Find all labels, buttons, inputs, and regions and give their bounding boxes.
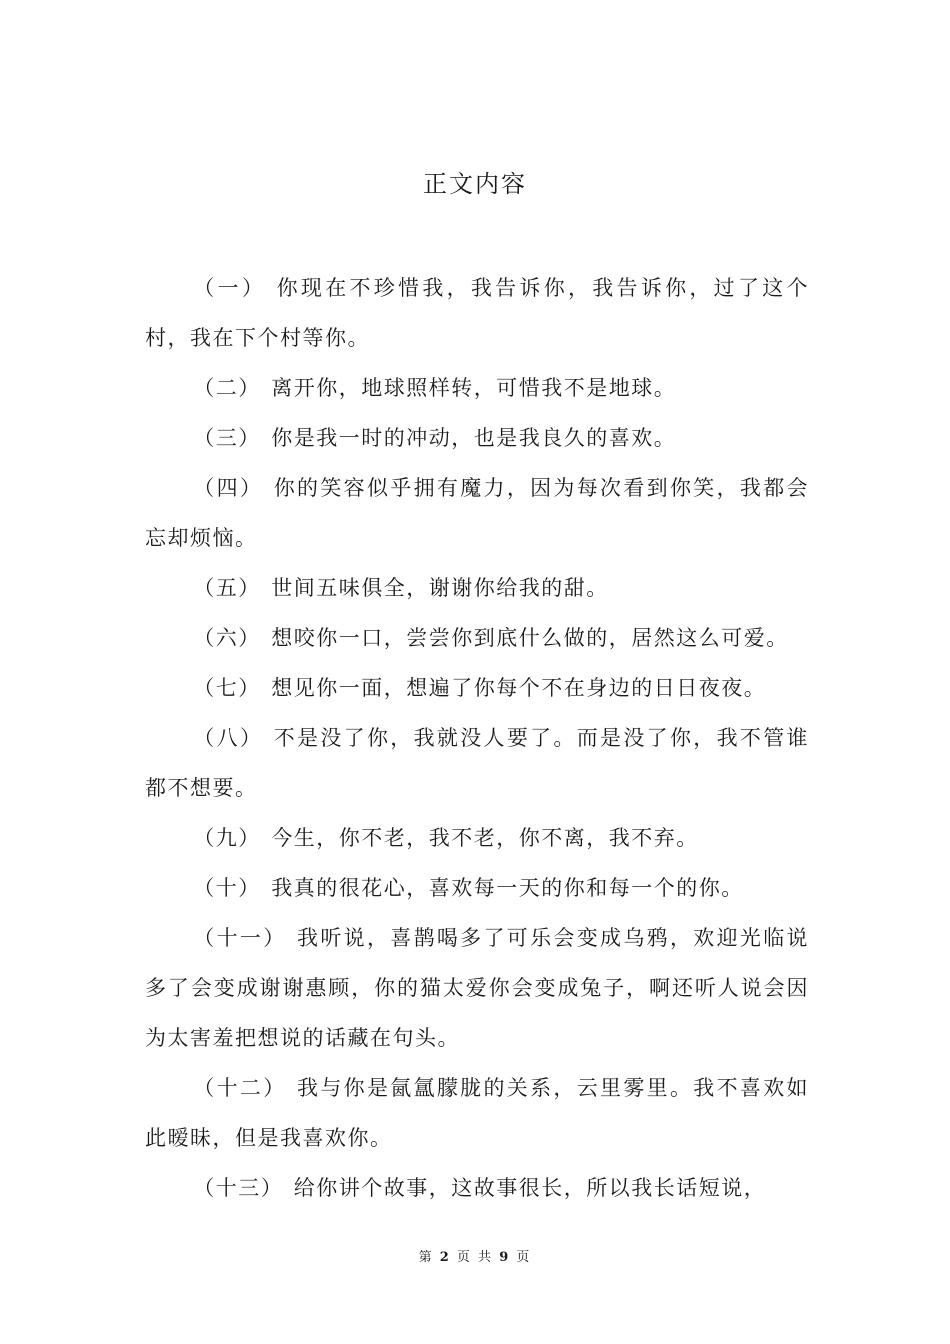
paragraph-number: （一） xyxy=(193,276,267,300)
footer-middle: 页 共 xyxy=(456,1250,494,1265)
paragraph-number: （十二） xyxy=(193,1076,287,1100)
paragraph-number: （十三） xyxy=(193,1176,284,1200)
paragraph-6 xyxy=(145,613,809,663)
paragraph-number: （三） xyxy=(193,426,261,450)
paragraph-5 xyxy=(145,563,809,613)
paragraph-number: （二） xyxy=(193,376,261,400)
paragraph-number: （十） xyxy=(193,876,261,900)
paragraph-text: 想咬你一口，尝尝你到底什么做的，居然这么可爱。 xyxy=(271,626,789,650)
paragraph-10 xyxy=(145,863,809,913)
paragraph-number: （十一） xyxy=(193,926,287,950)
document-body xyxy=(145,263,809,1213)
paragraph-text: 你是我一时的冲动，也是我良久的喜欢。 xyxy=(271,426,677,450)
paragraph-number: （五） xyxy=(193,576,261,600)
paragraph-number: （九） xyxy=(193,826,261,850)
paragraph-text: 给你讲个故事，这故事很长，所以我长话短说， xyxy=(293,1176,767,1200)
paragraph-12 xyxy=(145,1063,809,1163)
paragraph-number: （八） xyxy=(193,726,264,750)
paragraph-1 xyxy=(145,263,809,363)
paragraph-number: （七） xyxy=(193,676,261,700)
paragraph-text: 世间五味俱全，谢谢你给我的甜。 xyxy=(271,576,609,600)
paragraph-number: （四） xyxy=(193,476,264,500)
page-title: 正文内容 xyxy=(423,170,527,198)
paragraph-text: 想见你一面，想遍了你每个不在身边的日日夜夜。 xyxy=(271,676,767,700)
paragraph-11 xyxy=(145,913,809,1063)
footer-suffix: 页 xyxy=(516,1250,532,1265)
page-footer xyxy=(0,1248,950,1268)
paragraph-text: 不是没了你，我就没人要了。而是没了你，我不管谁都不想要。 xyxy=(145,726,810,800)
paragraph-2 xyxy=(145,363,809,413)
total-page-number: 9 xyxy=(499,1250,511,1265)
paragraph-text: 我真的很花心，喜欢每一天的你和每一个的你。 xyxy=(271,876,744,900)
paragraph-text: 你的笑容似乎拥有魔力，因为每次看到你笑，我都会忘却烦恼。 xyxy=(145,476,810,550)
paragraph-text: 今生，你不老，我不老，你不离，我不弃。 xyxy=(271,826,699,850)
paragraph-text: 我与你是氤氲朦胧的关系，云里雾里。我不喜欢如此暧昧，但是我喜欢你。 xyxy=(145,1076,809,1150)
paragraph-9 xyxy=(145,813,809,863)
paragraph-3 xyxy=(145,413,809,463)
paragraph-text: 离开你，地球照样转，可惜我不是地球。 xyxy=(271,376,677,400)
footer-prefix: 第 xyxy=(418,1250,434,1265)
paragraph-7 xyxy=(145,663,809,713)
paragraph-number: （六） xyxy=(193,626,261,650)
paragraph-13 xyxy=(145,1163,809,1213)
paragraph-8 xyxy=(145,713,809,813)
paragraph-text: 你现在不珍惜我，我告诉你，我告诉你，过了这个村，我在下个村等你。 xyxy=(145,276,810,350)
paragraph-text: 我听说，喜鹊喝多了可乐会变成乌鸦，欢迎光临说多了会变成谢谢惠顾，你的猫太爱你会变成兔子，啊还听人说会因为太害羞把想说的话藏在句头。 xyxy=(145,926,809,1050)
paragraph-4 xyxy=(145,463,809,563)
current-page-number: 2 xyxy=(439,1250,451,1265)
